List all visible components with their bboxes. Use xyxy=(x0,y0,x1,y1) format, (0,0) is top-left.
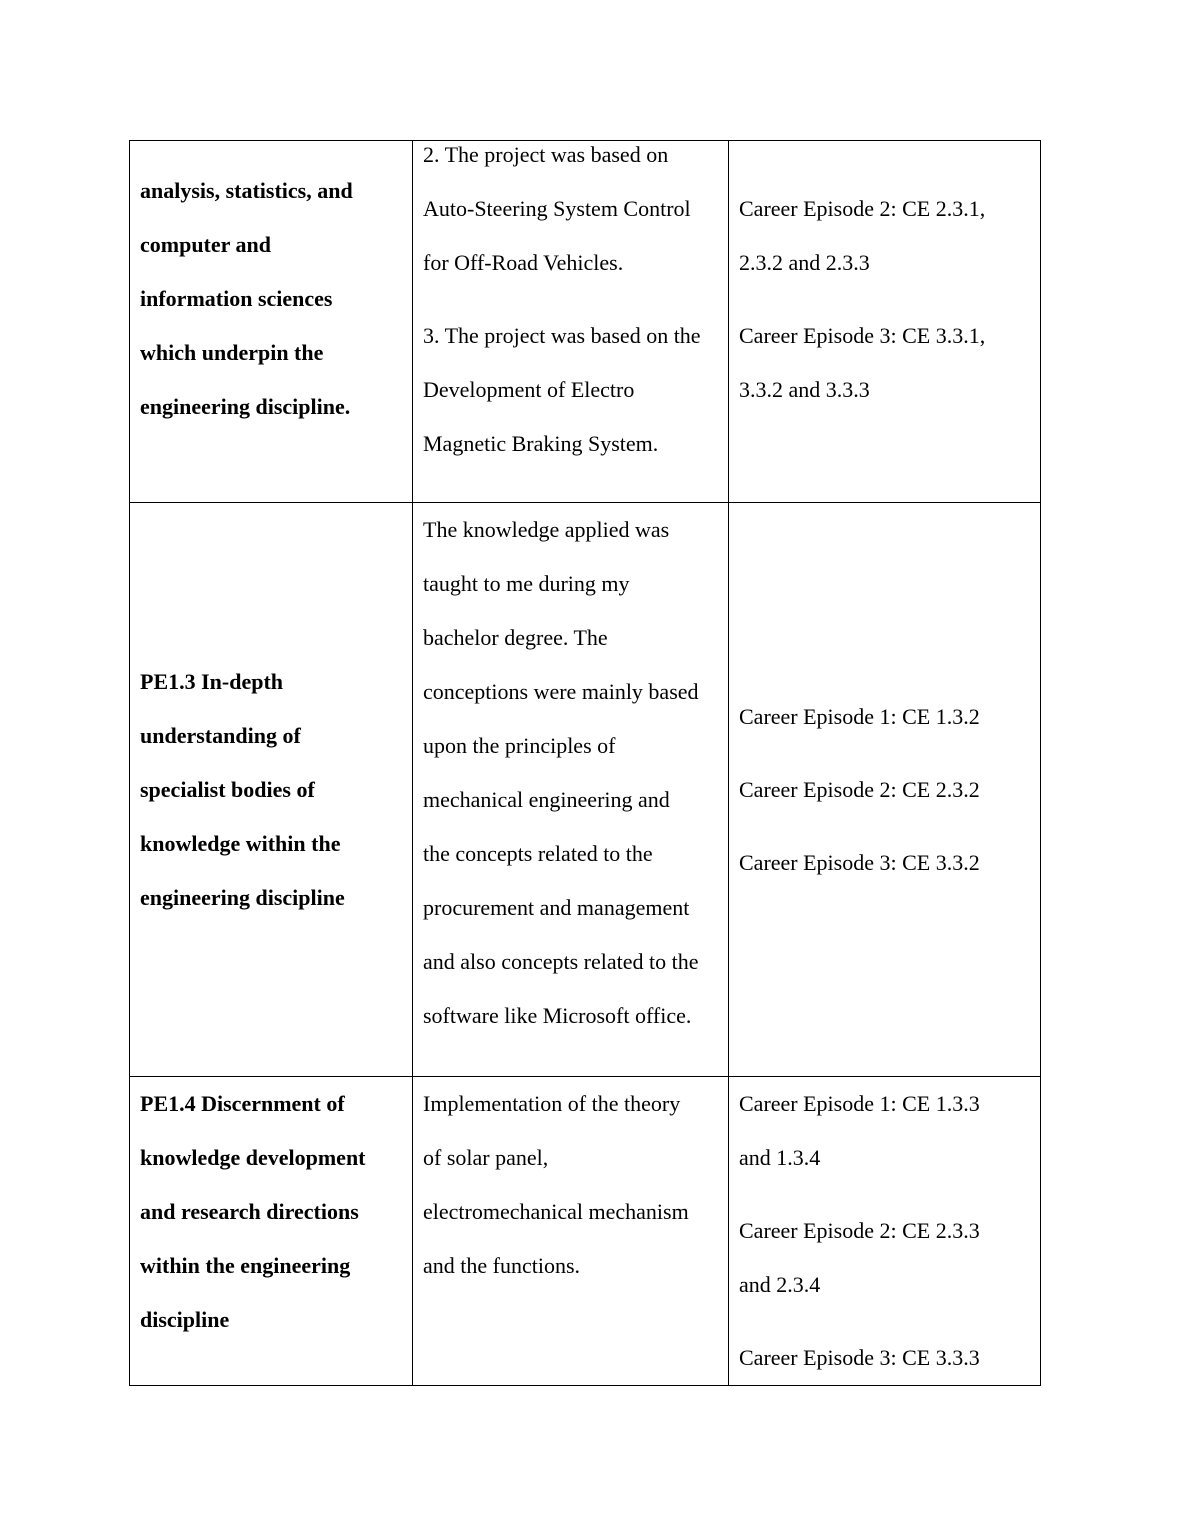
table-row xyxy=(130,141,1041,503)
criterion-line: within the engineering xyxy=(140,1253,351,1278)
description-line: taught to me during my xyxy=(423,571,630,596)
reference-line: Career Episode 2: CE 2.3.1, xyxy=(739,196,986,221)
description-cell xyxy=(413,1077,729,1386)
reference-line: Career Episode 2: CE 2.3.3 xyxy=(739,1218,980,1243)
criterion-line: which underpin the xyxy=(140,340,324,365)
criterion-line: PE1.3 In-depth xyxy=(140,668,284,694)
description-line: the concepts related to the xyxy=(423,841,653,866)
criterion-line: understanding of xyxy=(140,722,301,748)
description-line: Magnetic Braking System. xyxy=(423,431,659,456)
reference-line: Career Episode 2: CE 2.3.2 xyxy=(739,776,980,802)
description-line: 3. The project was based on the xyxy=(423,323,701,348)
description-line: conceptions were mainly based xyxy=(423,679,699,704)
description-cell xyxy=(413,141,729,503)
description-line: Auto-Steering System Control xyxy=(423,196,691,221)
description-line: Implementation of the theory xyxy=(423,1091,681,1116)
table-row xyxy=(130,503,1041,1077)
criterion-line: discipline xyxy=(140,1307,230,1332)
criterion-line: knowledge within the xyxy=(140,830,341,856)
criterion-line: engineering discipline xyxy=(140,884,345,910)
description-line: procurement and management xyxy=(423,895,690,920)
description-line: The knowledge applied was xyxy=(423,517,670,542)
criterion-line: specialist bodies of xyxy=(140,776,315,802)
reference-cell xyxy=(729,503,1041,1077)
description-line: for Off-Road Vehicles. xyxy=(423,250,624,275)
criterion-line: PE1.4 Discernment of xyxy=(140,1091,345,1116)
description-line: and also concepts related to the xyxy=(423,949,699,974)
reference-line: and 1.3.4 xyxy=(739,1145,821,1170)
description-line: 2. The project was based on xyxy=(423,142,669,167)
reference-line: 2.3.2 and 2.3.3 xyxy=(739,250,870,275)
reference-line: and 2.3.4 xyxy=(739,1272,821,1297)
criterion-line: and research directions xyxy=(140,1199,359,1224)
description-line: of solar panel, xyxy=(423,1145,549,1170)
criterion-cell xyxy=(130,503,413,1077)
criterion-line: information sciences xyxy=(140,286,333,311)
criterion-line: computer and xyxy=(140,232,271,257)
description-line: software like Microsoft office. xyxy=(423,1003,692,1028)
description-line: bachelor degree. The xyxy=(423,625,608,650)
reference-cell xyxy=(729,1077,1041,1386)
criterion-line: analysis, statistics, and xyxy=(140,178,353,203)
description-line: and the functions. xyxy=(423,1253,581,1278)
description-line: upon the principles of xyxy=(423,733,616,758)
reference-line: Career Episode 3: CE 3.3.2 xyxy=(739,849,980,875)
description-line: Development of Electro xyxy=(423,377,635,402)
competency-table xyxy=(129,140,1041,1386)
criterion-cell xyxy=(130,141,413,503)
criterion-cell xyxy=(130,1077,413,1386)
reference-line: Career Episode 3: CE 3.3.1, xyxy=(739,323,986,348)
description-line: mechanical engineering and xyxy=(423,787,670,812)
reference-line: 3.3.2 and 3.3.3 xyxy=(739,377,870,402)
reference-line: Career Episode 1: CE 1.3.2 xyxy=(739,703,980,729)
reference-line: Career Episode 3: CE 3.3.3 xyxy=(739,1345,980,1370)
criterion-line: engineering discipline. xyxy=(140,394,351,419)
criterion-line: knowledge development xyxy=(140,1145,366,1170)
table-row xyxy=(130,1077,1041,1386)
reference-line: Career Episode 1: CE 1.3.3 xyxy=(739,1091,980,1116)
reference-cell xyxy=(729,141,1041,503)
description-cell xyxy=(413,503,729,1077)
description-line: electromechanical mechanism xyxy=(423,1199,689,1224)
